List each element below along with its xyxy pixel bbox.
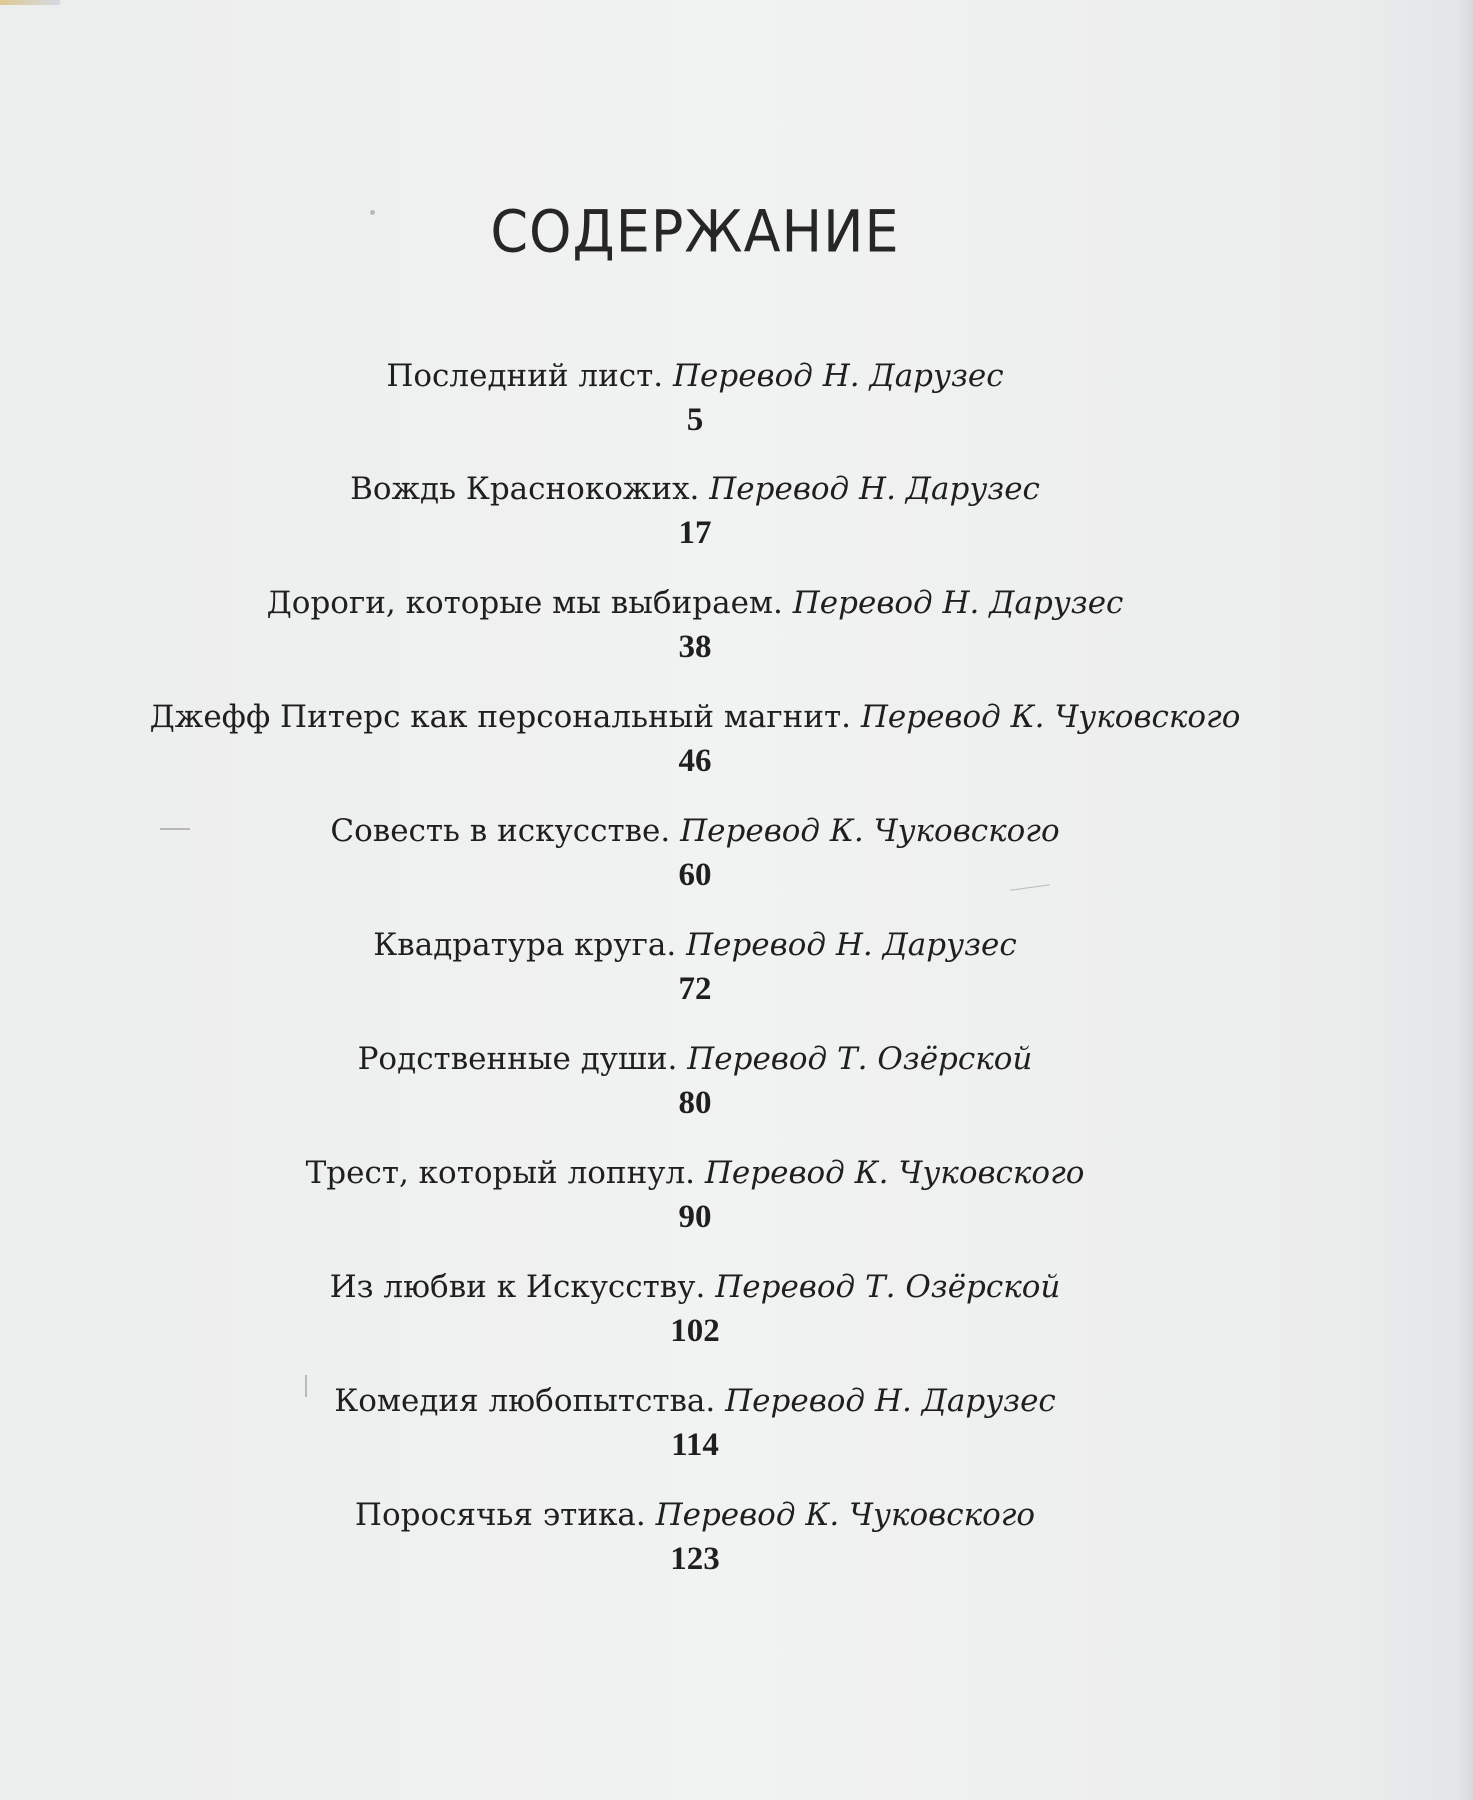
story-title: Джефф Питерс как персональный магнит.	[149, 699, 851, 735]
page-title: СОДЕРЖАНИЕ	[490, 197, 900, 266]
toc-entry-line	[0, 469, 1390, 509]
translator-credit: Перевод Н. Дарузес	[792, 585, 1124, 621]
translator-credit: Перевод Т. Озёрской	[715, 1269, 1061, 1305]
story-title: Комедия любопытства.	[334, 1383, 716, 1419]
page-number: 5	[686, 402, 704, 438]
page-number: 114	[671, 1427, 719, 1463]
toc-entry-line	[0, 1039, 1390, 1079]
page-number: 90	[678, 1199, 712, 1235]
toc-entry	[0, 925, 1390, 1009]
story-title: Из любви к Искусству.	[329, 1269, 706, 1305]
story-title: Вождь Краснокожих.	[350, 471, 700, 507]
page-number: 80	[678, 1085, 712, 1121]
story-title: Трест, который лопнул.	[305, 1155, 696, 1191]
story-title: Поросячья этика.	[354, 1497, 646, 1533]
toc-entry-line	[0, 1495, 1390, 1535]
toc-entry	[0, 583, 1390, 667]
toc-entry	[0, 469, 1390, 553]
page-number: 17	[678, 515, 712, 551]
translator-credit: Перевод К. Чуковского	[704, 1155, 1085, 1191]
translator-credit: Перевод Н. Дарузес	[725, 1383, 1056, 1419]
story-title: Квадратура круга.	[373, 927, 677, 963]
toc-entry-line	[0, 697, 1390, 737]
toc-entry	[0, 1381, 1390, 1465]
toc-entry-line	[0, 356, 1390, 396]
page-number: 72	[678, 971, 712, 1007]
toc-entry	[0, 1039, 1390, 1123]
story-title: Дороги, которые мы выбираем.	[266, 585, 783, 621]
page-number: 60	[678, 857, 712, 893]
toc-entry-line	[0, 1153, 1390, 1193]
toc-entry-line	[0, 925, 1390, 965]
translator-credit: Перевод К. Чуковского	[860, 699, 1241, 735]
toc-entry	[0, 1153, 1390, 1237]
toc-entry	[0, 697, 1390, 781]
translator-credit: Перевод Н. Дарузес	[672, 358, 1004, 394]
translator-credit: Перевод Н. Дарузес	[709, 471, 1040, 507]
story-title: Последний лист.	[386, 358, 664, 394]
toc-entry	[0, 1495, 1390, 1579]
toc-entry	[0, 811, 1390, 895]
translator-credit: Перевод Т. Озёрской	[687, 1041, 1033, 1077]
toc-entry-line	[0, 1267, 1390, 1307]
toc-entry	[0, 1267, 1390, 1351]
story-title: Совесть в искусстве.	[330, 813, 671, 849]
toc-entry-line	[0, 583, 1390, 623]
translator-credit: Перевод К. Чуковского	[680, 813, 1060, 849]
page-number: 46	[678, 743, 712, 779]
translator-credit: Перевод К. Чуковского	[655, 1497, 1036, 1533]
page-edge-top	[0, 0, 60, 5]
page-edge-right	[1455, 0, 1473, 1800]
page-number: 102	[670, 1313, 720, 1349]
page-number: 123	[670, 1541, 720, 1577]
translator-credit: Перевод Н. Дарузес	[686, 927, 1017, 963]
story-title: Родственные души.	[357, 1041, 678, 1077]
page-number: 38	[678, 629, 712, 665]
toc-entry-line	[0, 1381, 1390, 1421]
toc-entry	[0, 356, 1390, 440]
toc-entry-line	[0, 811, 1390, 851]
